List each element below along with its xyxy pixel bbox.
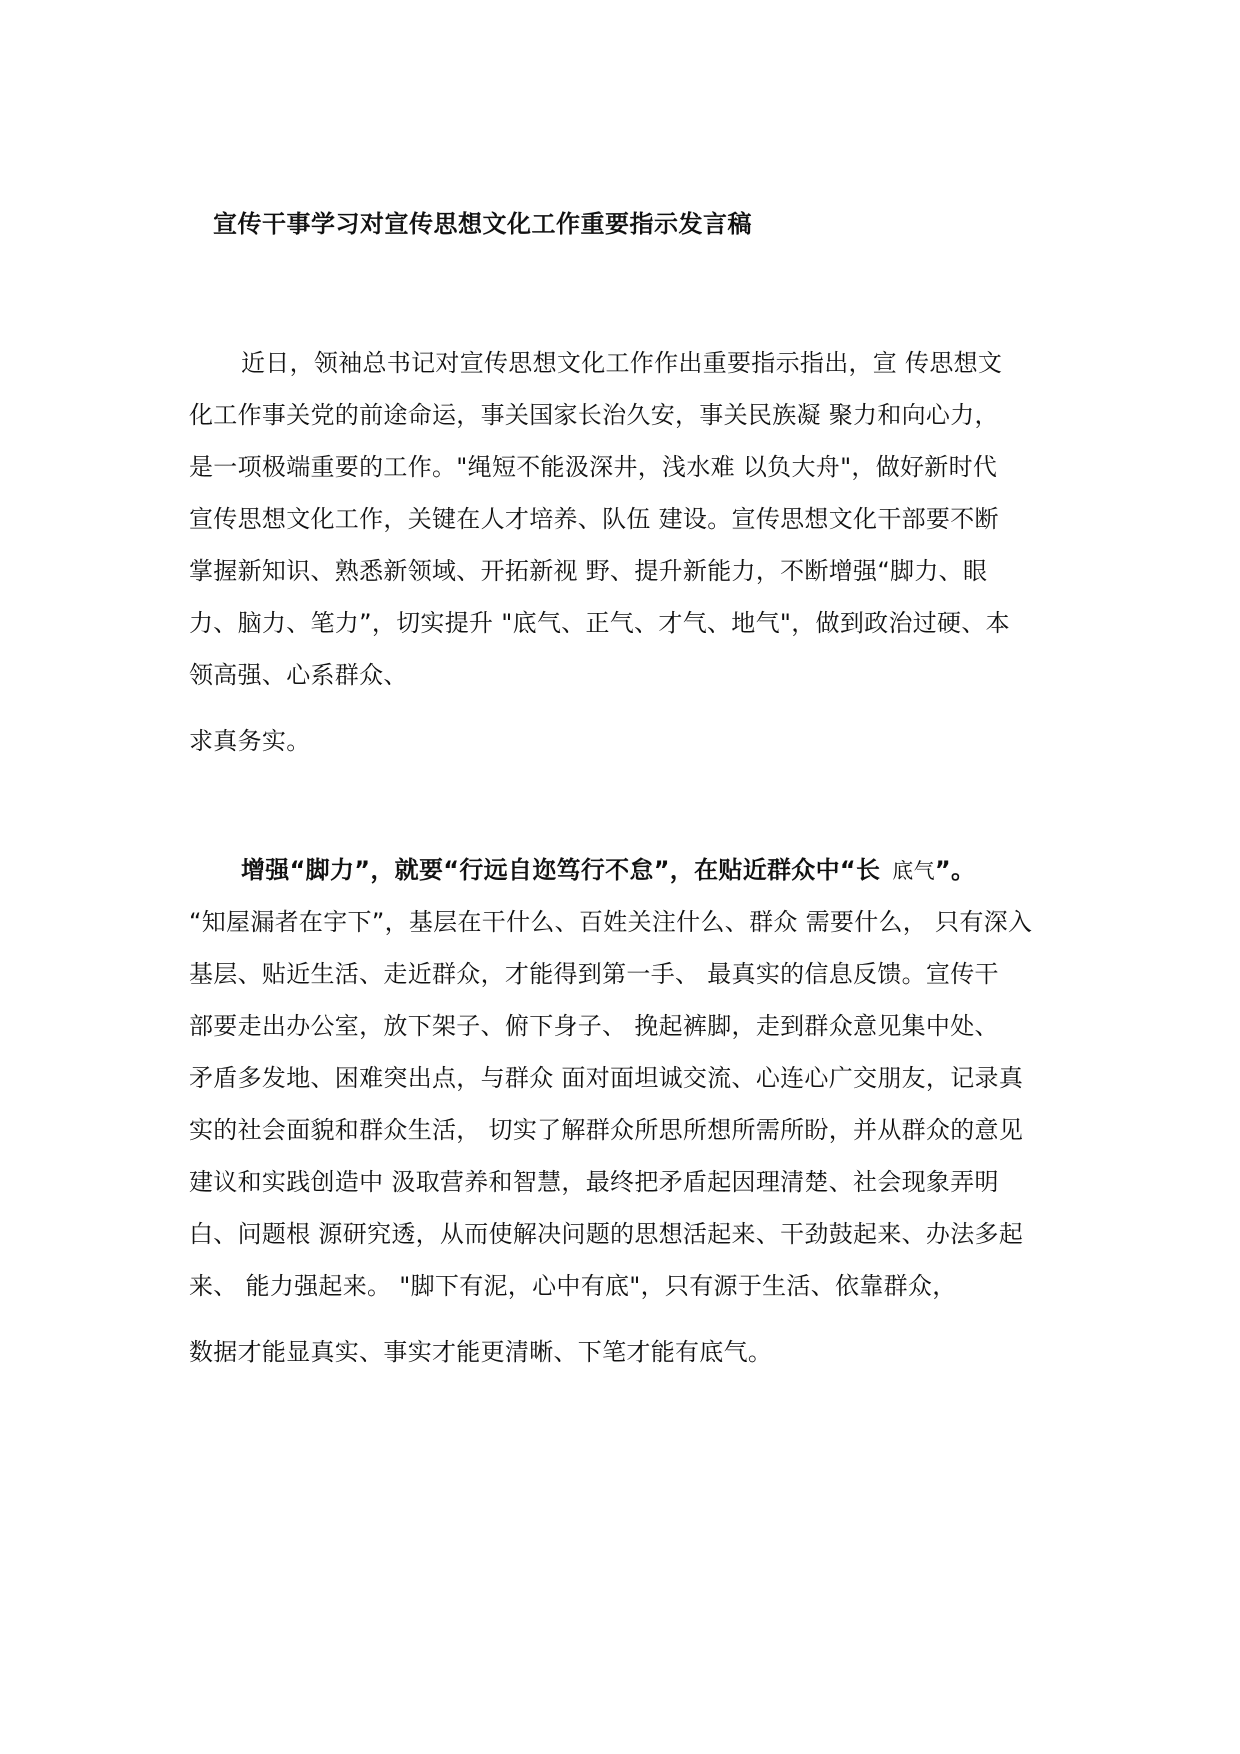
paragraph-1 <box>189 337 1069 767</box>
paragraph-line: 宣传思想文化工作，关键在人才培养、队伍 建设。宣传思想文化干部要不断 <box>189 505 999 533</box>
paragraph-line: 实的社会面貌和群众生活， 切实了解群众所思所想所需所盼，并从群众的意见 <box>189 1116 1024 1144</box>
document-title: 宣传干事学习对宣传思想文化工作重要指示发言稿 <box>213 210 752 238</box>
paragraph-line: 掌握新知识、熟悉新领域、开拓新视 野、提升新能力，不断增强“脚力、眼 <box>189 557 988 585</box>
paragraph-line: 白、问题根 源研究透，从而使解决问题的思想活起来、干劲鼓起来、办法多起 <box>189 1220 1024 1248</box>
paragraph-line: 数据才能显真实、事实才能更清晰、下笔才能有底气。 <box>189 1338 773 1366</box>
paragraph-line: 来、 能力强起来。 "脚下有泥，心中有底"，只有源于生活、依靠群众， <box>189 1272 957 1300</box>
paragraph-line: 领高强、心系群众、 <box>189 661 408 689</box>
paragraph-heading <box>189 844 1069 896</box>
paragraph-line: 基层、贴近生活、走近群众，才能得到第一手、 最真实的信息反馈。宣传干 <box>189 960 999 988</box>
paragraph-line: “知屋漏者在宇下”，基层在干什么、百姓关注什么、群众 需要什么， 只有深入 <box>189 908 1033 936</box>
heading-bold-end: ”。 <box>934 856 976 884</box>
heading-bold-text: 增强“脚力”，就要“行远自迩笃行不怠”，在贴近群众中“长 <box>241 856 881 884</box>
paragraph-2 <box>189 844 1069 1378</box>
paragraph-line: 建议和实践创造中 汲取营养和智慧，最终把矛盾起因理清楚、社会现象弄明 <box>189 1168 999 1196</box>
paragraph-line: 力、脑力、笔力”，切实提升 "底气、正气、才气、地气"，做到政治过硬、本 <box>189 609 1010 637</box>
paragraph-line: 求真务实。 <box>189 727 311 755</box>
paragraph-line: 矛盾多发地、困难突出点，与群众 面对面坦诚交流、心连心广交朋友，记录真 <box>189 1064 1024 1092</box>
paragraph-line: 是一项极端重要的工作。"绳短不能汲深井，浅水难 以负大舟"，做好新时代 <box>189 453 998 481</box>
paragraph-line: 部要走出办公室，放下架子、俯下身子、 挽起裤脚，走到群众意见集中处、 <box>189 1012 999 1040</box>
heading-normal-text: 底气 <box>892 859 935 883</box>
paragraph-line: 近日，领袖总书记对宣传思想文化工作作出重要指示指出，宣 传思想文 <box>241 349 1003 377</box>
paragraph-line: 化工作事关党的前途命运，事关国家长治久安，事关民族凝 聚力和向心力， <box>189 401 999 429</box>
